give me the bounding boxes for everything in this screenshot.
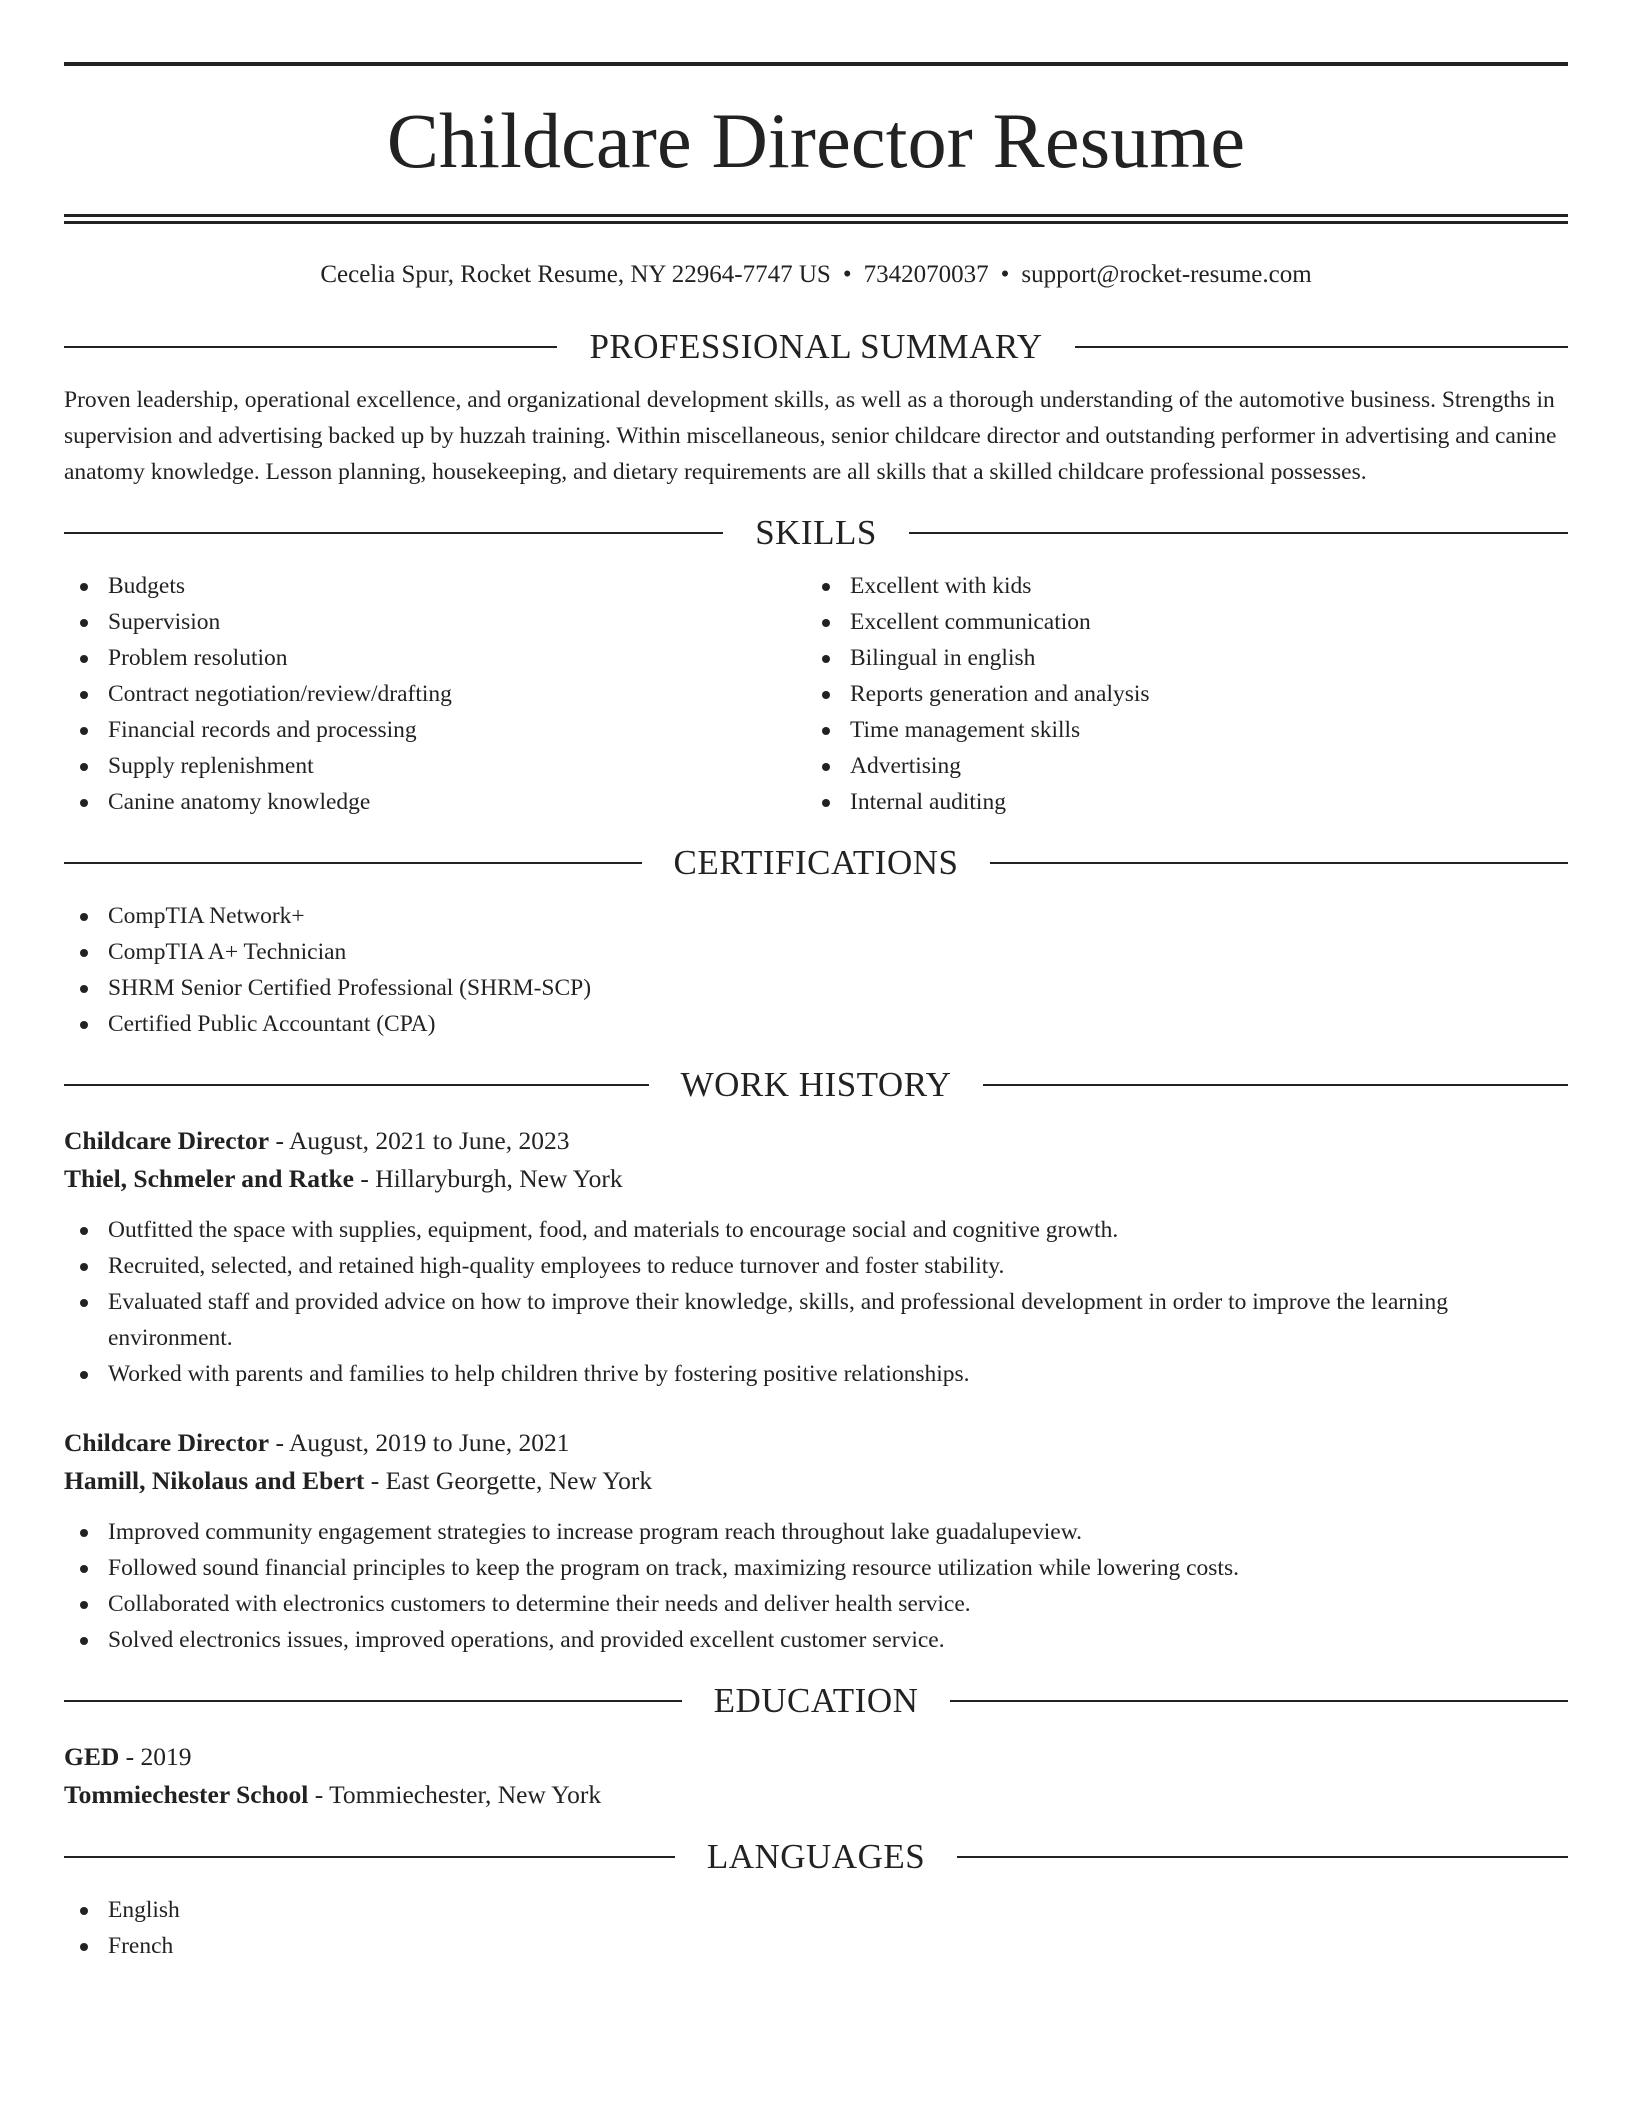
education-year: 2019: [140, 1742, 192, 1771]
contact-address: Cecelia Spur, Rocket Resume, NY 22964-7747 US: [320, 261, 831, 288]
certifications-list: [64, 898, 1568, 1042]
section-rule: [909, 532, 1568, 534]
job-bullets: [64, 1212, 1568, 1392]
contact-separator: •: [842, 261, 852, 288]
section-rule: [64, 1700, 682, 1702]
education-degree-line: [64, 1738, 1568, 1776]
list-item: Supply replenishment: [64, 748, 806, 784]
job-company-line: [64, 1160, 1568, 1198]
job-bullets: [64, 1514, 1568, 1658]
section-title: EDUCATION: [713, 1681, 919, 1720]
section-rule: [1075, 346, 1568, 348]
list-item: Worked with parents and families to help children thrive by fostering positive relationships.: [64, 1356, 1568, 1392]
top-rule: [64, 62, 1568, 66]
job-dates: August, 2021 to June, 2023: [288, 1126, 570, 1155]
job-location: Hillaryburgh, New York: [375, 1164, 623, 1193]
job-role: Childcare Director: [64, 1126, 270, 1155]
list-item: Certified Public Accountant (CPA): [64, 1006, 1568, 1042]
list-item: Bilingual in english: [806, 640, 1548, 676]
job-dates: August, 2019 to June, 2021: [288, 1428, 570, 1457]
section-title: WORK HISTORY: [680, 1065, 952, 1104]
resume-title: Childcare Director Resume: [386, 97, 1246, 184]
list-item: Followed sound financial principles to keep the program on track, maximizing resource utilization while lowering costs.: [64, 1550, 1568, 1586]
list-item: Contract negotiation/review/drafting: [64, 676, 806, 712]
title-double-rule: [64, 214, 1568, 224]
job-company-line: [64, 1462, 1568, 1500]
dash: -: [308, 1780, 330, 1809]
list-item: Budgets: [64, 568, 806, 604]
section-header-languages: [64, 1836, 1568, 1878]
section-header-certifications: [64, 842, 1568, 884]
list-item: Canine anatomy knowledge: [64, 784, 806, 820]
list-item: Financial records and processing: [64, 712, 806, 748]
job-title-line: [64, 1122, 1568, 1160]
contact-email: support@rocket-resume.com: [1021, 261, 1312, 288]
job-company: Thiel, Schmeler and Ratke: [64, 1164, 354, 1193]
list-item: French: [64, 1928, 1568, 1964]
list-item: Evaluated staff and provided advice on how to improve their knowledge, skills, and professional development in order to improve the learning environment.: [64, 1284, 1568, 1356]
section-title: PROFESSIONAL SUMMARY: [589, 327, 1043, 366]
list-item: Internal auditing: [806, 784, 1548, 820]
summary-text: Proven leadership, operational excellence, and organizational development skills, as well as a thorough understanding of the automotive business. Strengths in supervision and advertising backed up by huzzah training. Within miscellaneous, senior childcare director and outstanding performer in advertising and canine anatomy knowledge. Lesson planning, housekeeping, and dietary requirements are all skills that a skilled childcare professional possesses.: [64, 387, 1557, 485]
education-location: Tommiechester, New York: [329, 1780, 602, 1809]
section-rule: [950, 1700, 1568, 1702]
section-rule: [64, 1856, 675, 1858]
list-item: English: [64, 1892, 1568, 1928]
list-item: Supervision: [64, 604, 806, 640]
education-school-line: [64, 1776, 1568, 1814]
job-entry: [64, 1122, 1568, 1392]
list-item: CompTIA A+ Technician: [64, 934, 1568, 970]
section-header-work-history: [64, 1064, 1568, 1106]
list-item: CompTIA Network+: [64, 898, 1568, 934]
skills-list-left: [64, 568, 806, 820]
list-item: SHRM Senior Certified Professional (SHRM-SCP): [64, 970, 1568, 1006]
skills-list-right: [806, 568, 1548, 820]
section-header-education: [64, 1680, 1568, 1722]
languages-list: [64, 1892, 1568, 1964]
education-school: Tommiechester School: [64, 1780, 309, 1809]
education-degree: GED: [64, 1742, 120, 1771]
contact-separator: •: [1000, 261, 1010, 288]
dash: -: [364, 1466, 386, 1495]
list-item: Problem resolution: [64, 640, 806, 676]
job-location: East Georgette, New York: [385, 1466, 653, 1495]
section-rule: [957, 1856, 1568, 1858]
dash: -: [119, 1742, 141, 1771]
list-item: Time management skills: [806, 712, 1548, 748]
section-rule: [64, 532, 723, 534]
job-entry: [64, 1424, 1568, 1658]
contact-line: [64, 260, 1568, 290]
list-item: Excellent communication: [806, 604, 1548, 640]
section-header-summary: [64, 326, 1568, 368]
list-item: Outfitted the space with supplies, equipment, food, and materials to encourage social and cognitive growth.: [64, 1212, 1568, 1248]
dash: -: [269, 1126, 289, 1155]
section-title: CERTIFICATIONS: [673, 843, 959, 882]
list-item: Improved community engagement strategies to increase program reach throughout lake guadalupeview.: [64, 1514, 1568, 1550]
section-rule: [64, 1084, 649, 1086]
section-title: SKILLS: [755, 513, 877, 552]
section-rule: [64, 346, 557, 348]
section-header-skills: [64, 512, 1568, 554]
job-role: Childcare Director: [64, 1428, 270, 1457]
job-title-line: [64, 1424, 1568, 1462]
section-title: LANGUAGES: [706, 1837, 926, 1876]
list-item: Excellent with kids: [806, 568, 1548, 604]
education-entry: [64, 1738, 1568, 1814]
section-rule: [64, 862, 642, 864]
dash: -: [269, 1428, 289, 1457]
section-rule: [983, 1084, 1568, 1086]
list-item: Recruited, selected, and retained high-quality employees to reduce turnover and foster stability.: [64, 1248, 1568, 1284]
resume-page: [64, 0, 1568, 1964]
list-item: Reports generation and analysis: [806, 676, 1548, 712]
list-item: Solved electronics issues, improved operations, and provided excellent customer service.: [64, 1622, 1568, 1658]
list-item: Advertising: [806, 748, 1548, 784]
contact-phone: 7342070037: [863, 261, 989, 288]
skills-columns: [64, 568, 1568, 820]
job-company: Hamill, Nikolaus and Ebert: [64, 1466, 365, 1495]
section-rule: [990, 862, 1568, 864]
dash: -: [353, 1164, 376, 1193]
list-item: Collaborated with electronics customers to determine their needs and deliver health service.: [64, 1586, 1568, 1622]
